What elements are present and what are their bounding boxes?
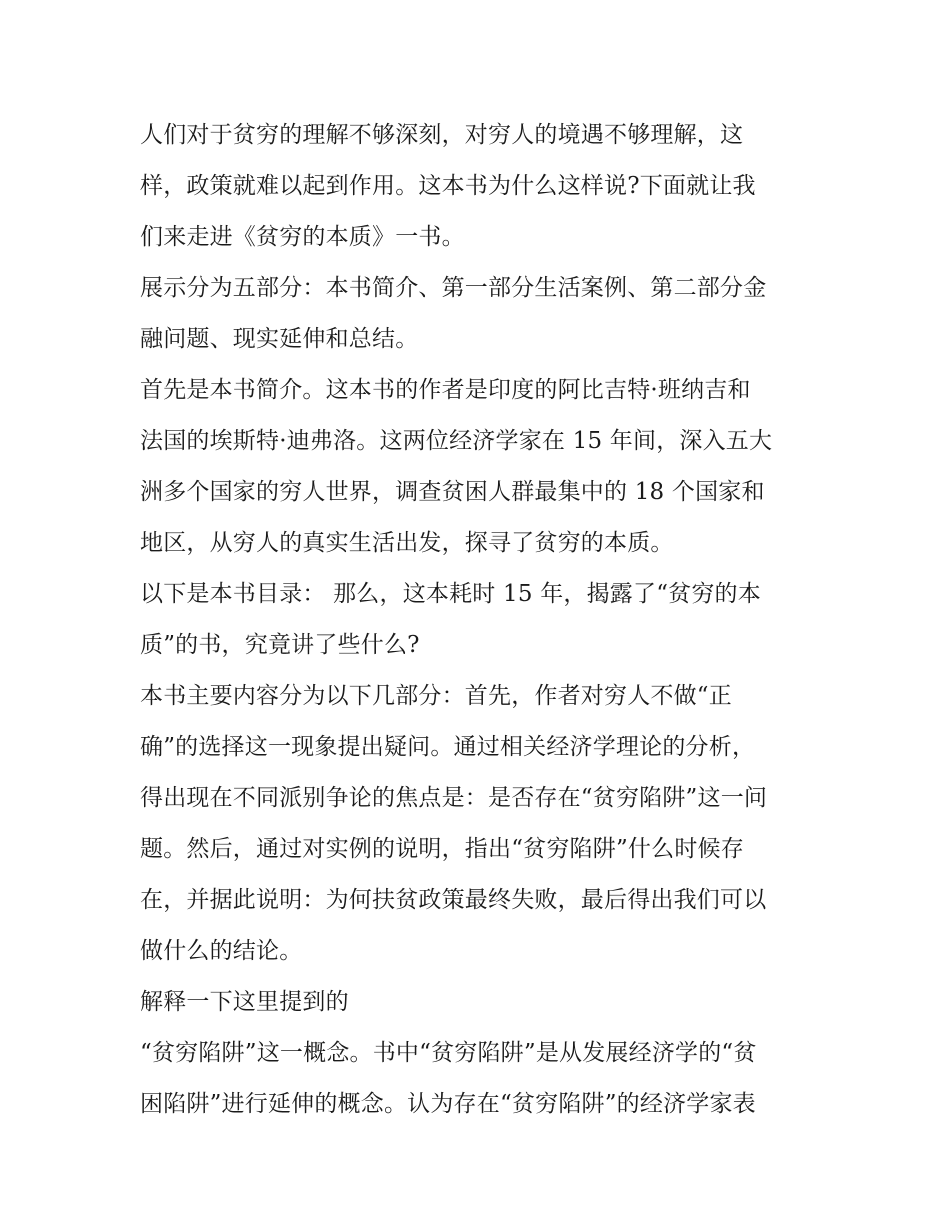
- text-line: 首先是本书简介。这本书的作者是印度的阿比吉特·班纳吉和: [140, 377, 751, 403]
- text-line: 做什么的结论。: [140, 938, 303, 964]
- text-line: 确”的选择这一现象提出疑问。通过相关经济学理论的分析，: [140, 734, 756, 760]
- text-line: 人们对于贫穷的理解不够深刻，对穷人的境遇不够理解，这: [140, 122, 744, 148]
- text-line: 题。然后，通过对实例的说明，指出“贫穷陷阱”什么时候存: [140, 836, 744, 862]
- text-line: 困陷阱”进行延伸的概念。认为存在“贫穷陷阱”的经济学家表: [140, 1091, 756, 1117]
- text-line: 们来走进《贫穷的本质》一书。: [140, 224, 465, 250]
- text-line: 解释一下这里提到的: [140, 989, 349, 1015]
- text-line: 法国的埃斯特·迪弗洛。这两位经济学家在 15 年间，深入五大: [140, 428, 773, 454]
- text-line: 以下是本书目录： 那么，这本耗时 15 年，揭露了“贫穷的本: [140, 581, 761, 607]
- text-line: 展示分为五部分：本书简介、第一部分生活案例、第二部分金: [140, 275, 767, 301]
- text-line: 融问题、现实延伸和总结。: [140, 326, 419, 352]
- body-text: [140, 110, 816, 1130]
- text-line: 在，并据此说明：为何扶贫政策最终失败，最后得出我们可以: [140, 887, 767, 913]
- text-line: 得出现在不同派别争论的焦点是：是否存在“贫穷陷阱”这一问: [140, 785, 768, 811]
- text-line: 质”的书，究竟讲了些什么?: [140, 632, 420, 658]
- text-line: 地区，从穷人的真实生活出发，探寻了贫穷的本质。: [140, 530, 674, 556]
- text-line: 样，政策就难以起到作用。这本书为什么这样说?下面就让我: [140, 173, 756, 199]
- text-line: “贫穷陷阱”这一概念。书中“贫穷陷阱”是从发展经济学的“贫: [140, 1040, 757, 1066]
- text-line: 本书主要内容分为以下几部分：首先，作者对穷人不做“正: [140, 683, 732, 709]
- text-line: 洲多个国家的穷人世界，调查贫困人群最集中的 18 个国家和: [140, 479, 765, 505]
